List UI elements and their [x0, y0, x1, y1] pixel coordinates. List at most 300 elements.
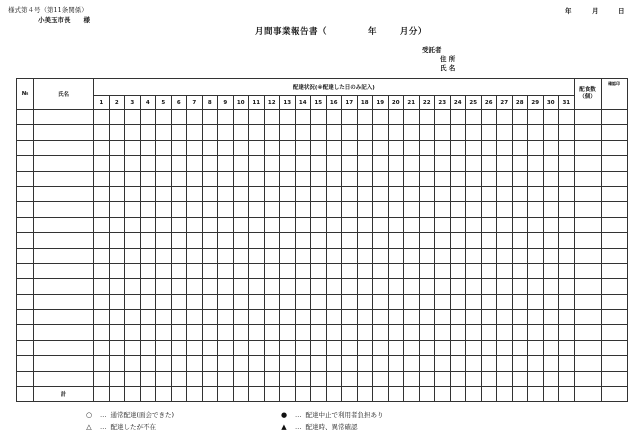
table-cell[interactable]	[435, 140, 451, 155]
table-cell[interactable]	[435, 310, 451, 325]
table-cell[interactable]	[202, 263, 218, 278]
table-cell[interactable]	[466, 125, 482, 140]
table-cell[interactable]	[34, 156, 94, 171]
table-cell[interactable]	[17, 325, 34, 340]
table-cell[interactable]	[218, 186, 234, 201]
table-cell[interactable]	[388, 140, 404, 155]
table-cell[interactable]	[404, 263, 420, 278]
table-cell[interactable]	[543, 310, 559, 325]
table-cell[interactable]	[528, 356, 544, 371]
table-cell[interactable]	[559, 325, 575, 340]
table-cell[interactable]	[17, 279, 34, 294]
table-cell[interactable]	[171, 186, 187, 201]
table-cell[interactable]	[435, 110, 451, 125]
table-cell[interactable]	[388, 356, 404, 371]
table-cell[interactable]	[17, 233, 34, 248]
table-cell[interactable]	[450, 263, 466, 278]
table-cell[interactable]	[187, 171, 203, 186]
table-cell[interactable]	[601, 156, 627, 171]
table-cell[interactable]	[202, 310, 218, 325]
table-cell[interactable]	[419, 202, 435, 217]
table-cell[interactable]	[295, 202, 311, 217]
table-cell[interactable]	[280, 356, 296, 371]
table-cell[interactable]	[140, 140, 156, 155]
table-cell[interactable]	[280, 110, 296, 125]
table-cell[interactable]	[264, 202, 280, 217]
table-cell[interactable]	[264, 325, 280, 340]
table-cell[interactable]	[171, 294, 187, 309]
total-cell[interactable]	[94, 387, 110, 402]
total-cell[interactable]	[125, 387, 141, 402]
table-cell[interactable]	[559, 310, 575, 325]
table-cell[interactable]	[249, 325, 265, 340]
table-cell[interactable]	[450, 140, 466, 155]
table-cell[interactable]	[497, 156, 513, 171]
table-cell[interactable]	[543, 371, 559, 386]
table-cell[interactable]	[373, 279, 389, 294]
table-cell[interactable]	[466, 340, 482, 355]
table-cell[interactable]	[404, 156, 420, 171]
table-cell[interactable]	[497, 356, 513, 371]
table-cell[interactable]	[481, 171, 497, 186]
table-cell[interactable]	[512, 294, 528, 309]
table-cell[interactable]	[357, 171, 373, 186]
table-cell[interactable]	[435, 125, 451, 140]
table-cell[interactable]	[249, 340, 265, 355]
table-cell[interactable]	[156, 310, 172, 325]
table-cell[interactable]	[559, 125, 575, 140]
table-cell[interactable]	[357, 371, 373, 386]
total-cell[interactable]	[249, 387, 265, 402]
table-cell[interactable]	[140, 125, 156, 140]
table-cell[interactable]	[171, 340, 187, 355]
table-cell[interactable]	[574, 217, 601, 232]
table-cell[interactable]	[450, 325, 466, 340]
table-cell[interactable]	[528, 110, 544, 125]
table-cell[interactable]	[512, 279, 528, 294]
table-cell[interactable]	[233, 340, 249, 355]
table-cell[interactable]	[156, 248, 172, 263]
table-cell[interactable]	[543, 233, 559, 248]
table-cell[interactable]	[171, 156, 187, 171]
table-cell[interactable]	[295, 217, 311, 232]
table-cell[interactable]	[373, 217, 389, 232]
table-cell[interactable]	[218, 110, 234, 125]
table-cell[interactable]	[311, 248, 327, 263]
table-cell[interactable]	[450, 125, 466, 140]
table-cell[interactable]	[497, 171, 513, 186]
table-cell[interactable]	[202, 248, 218, 263]
table-cell[interactable]	[171, 248, 187, 263]
table-cell[interactable]	[171, 217, 187, 232]
table-cell[interactable]	[17, 186, 34, 201]
total-cell[interactable]	[512, 387, 528, 402]
table-cell[interactable]	[357, 156, 373, 171]
table-cell[interactable]	[233, 356, 249, 371]
table-cell[interactable]	[171, 202, 187, 217]
table-cell[interactable]	[481, 279, 497, 294]
table-cell[interactable]	[450, 171, 466, 186]
table-cell[interactable]	[109, 356, 125, 371]
table-cell[interactable]	[109, 263, 125, 278]
table-cell[interactable]	[156, 110, 172, 125]
table-cell[interactable]	[574, 325, 601, 340]
table-cell[interactable]	[94, 356, 110, 371]
table-cell[interactable]	[187, 217, 203, 232]
table-cell[interactable]	[109, 325, 125, 340]
table-cell[interactable]	[466, 202, 482, 217]
table-cell[interactable]	[94, 140, 110, 155]
table-cell[interactable]	[218, 233, 234, 248]
table-cell[interactable]	[574, 156, 601, 171]
table-cell[interactable]	[249, 279, 265, 294]
table-cell[interactable]	[419, 263, 435, 278]
table-cell[interactable]	[249, 294, 265, 309]
table-cell[interactable]	[156, 171, 172, 186]
table-cell[interactable]	[264, 371, 280, 386]
table-cell[interactable]	[404, 294, 420, 309]
total-cell[interactable]	[109, 387, 125, 402]
table-cell[interactable]	[140, 248, 156, 263]
table-cell[interactable]	[311, 186, 327, 201]
table-cell[interactable]	[466, 171, 482, 186]
table-cell[interactable]	[249, 171, 265, 186]
table-cell[interactable]	[233, 156, 249, 171]
table-cell[interactable]	[404, 186, 420, 201]
table-cell[interactable]	[419, 248, 435, 263]
table-cell[interactable]	[559, 202, 575, 217]
table-cell[interactable]	[326, 371, 342, 386]
total-cell[interactable]	[373, 387, 389, 402]
table-cell[interactable]	[388, 125, 404, 140]
table-cell[interactable]	[419, 140, 435, 155]
table-cell[interactable]	[357, 140, 373, 155]
table-cell[interactable]	[280, 156, 296, 171]
total-cell[interactable]	[450, 387, 466, 402]
table-cell[interactable]	[34, 310, 94, 325]
table-cell[interactable]	[125, 325, 141, 340]
table-cell[interactable]	[574, 371, 601, 386]
table-cell[interactable]	[140, 294, 156, 309]
table-cell[interactable]	[34, 171, 94, 186]
table-cell[interactable]	[218, 356, 234, 371]
table-cell[interactable]	[187, 202, 203, 217]
table-cell[interactable]	[404, 140, 420, 155]
table-cell[interactable]	[497, 110, 513, 125]
table-cell[interactable]	[218, 294, 234, 309]
table-cell[interactable]	[601, 171, 627, 186]
table-cell[interactable]	[94, 110, 110, 125]
table-cell[interactable]	[404, 325, 420, 340]
table-cell[interactable]	[497, 125, 513, 140]
total-cell[interactable]	[559, 387, 575, 402]
table-cell[interactable]	[497, 279, 513, 294]
table-cell[interactable]	[171, 325, 187, 340]
table-cell[interactable]	[528, 279, 544, 294]
table-cell[interactable]	[481, 125, 497, 140]
table-cell[interactable]	[528, 294, 544, 309]
table-cell[interactable]	[574, 125, 601, 140]
table-cell[interactable]	[466, 310, 482, 325]
table-cell[interactable]	[218, 156, 234, 171]
table-cell[interactable]	[357, 325, 373, 340]
table-cell[interactable]	[601, 279, 627, 294]
table-cell[interactable]	[249, 217, 265, 232]
table-cell[interactable]	[326, 233, 342, 248]
table-cell[interactable]	[295, 110, 311, 125]
table-cell[interactable]	[233, 171, 249, 186]
table-cell[interactable]	[357, 279, 373, 294]
table-cell[interactable]	[601, 310, 627, 325]
table-cell[interactable]	[249, 186, 265, 201]
table-cell[interactable]	[574, 356, 601, 371]
table-cell[interactable]	[435, 248, 451, 263]
table-cell[interactable]	[233, 248, 249, 263]
table-cell[interactable]	[497, 202, 513, 217]
table-cell[interactable]	[280, 371, 296, 386]
table-cell[interactable]	[94, 371, 110, 386]
table-cell[interactable]	[140, 171, 156, 186]
table-cell[interactable]	[187, 263, 203, 278]
table-cell[interactable]	[373, 263, 389, 278]
table-cell[interactable]	[34, 202, 94, 217]
total-cell[interactable]	[187, 387, 203, 402]
table-cell[interactable]	[388, 202, 404, 217]
table-cell[interactable]	[125, 140, 141, 155]
table-cell[interactable]	[218, 248, 234, 263]
table-cell[interactable]	[17, 110, 34, 125]
table-cell[interactable]	[202, 217, 218, 232]
table-cell[interactable]	[404, 340, 420, 355]
table-cell[interactable]	[156, 294, 172, 309]
table-cell[interactable]	[17, 310, 34, 325]
table-cell[interactable]	[264, 310, 280, 325]
table-cell[interactable]	[264, 110, 280, 125]
table-cell[interactable]	[125, 356, 141, 371]
total-cell[interactable]	[543, 387, 559, 402]
table-cell[interactable]	[233, 294, 249, 309]
table-cell[interactable]	[326, 186, 342, 201]
table-cell[interactable]	[404, 310, 420, 325]
table-cell[interactable]	[528, 325, 544, 340]
table-cell[interactable]	[171, 110, 187, 125]
table-cell[interactable]	[326, 202, 342, 217]
table-cell[interactable]	[17, 248, 34, 263]
table-cell[interactable]	[202, 156, 218, 171]
table-cell[interactable]	[156, 202, 172, 217]
table-cell[interactable]	[528, 140, 544, 155]
table-cell[interactable]	[528, 171, 544, 186]
table-cell[interactable]	[233, 233, 249, 248]
table-cell[interactable]	[109, 186, 125, 201]
table-cell[interactable]	[543, 186, 559, 201]
table-cell[interactable]	[34, 356, 94, 371]
table-cell[interactable]	[171, 371, 187, 386]
table-cell[interactable]	[601, 340, 627, 355]
table-cell[interactable]	[466, 217, 482, 232]
table-cell[interactable]	[295, 248, 311, 263]
table-cell[interactable]	[202, 294, 218, 309]
table-cell[interactable]	[543, 325, 559, 340]
table-cell[interactable]	[326, 248, 342, 263]
table-cell[interactable]	[450, 279, 466, 294]
table-cell[interactable]	[481, 356, 497, 371]
table-cell[interactable]	[34, 325, 94, 340]
table-cell[interactable]	[249, 140, 265, 155]
table-cell[interactable]	[559, 356, 575, 371]
table-cell[interactable]	[140, 186, 156, 201]
table-cell[interactable]	[450, 340, 466, 355]
table-cell[interactable]	[357, 340, 373, 355]
table-cell[interactable]	[218, 202, 234, 217]
table-cell[interactable]	[512, 356, 528, 371]
table-cell[interactable]	[450, 294, 466, 309]
table-cell[interactable]	[295, 325, 311, 340]
table-cell[interactable]	[171, 140, 187, 155]
table-cell[interactable]	[373, 294, 389, 309]
table-cell[interactable]	[202, 110, 218, 125]
table-cell[interactable]	[280, 202, 296, 217]
table-cell[interactable]	[187, 340, 203, 355]
table-cell[interactable]	[94, 156, 110, 171]
table-cell[interactable]	[156, 279, 172, 294]
table-cell[interactable]	[311, 263, 327, 278]
table-cell[interactable]	[187, 371, 203, 386]
table-cell[interactable]	[202, 279, 218, 294]
table-cell[interactable]	[17, 140, 34, 155]
table-cell[interactable]	[125, 310, 141, 325]
table-cell[interactable]	[357, 186, 373, 201]
total-cell[interactable]	[17, 387, 34, 402]
table-cell[interactable]	[140, 371, 156, 386]
table-cell[interactable]	[280, 263, 296, 278]
table-cell[interactable]	[34, 140, 94, 155]
table-cell[interactable]	[326, 310, 342, 325]
table-cell[interactable]	[559, 233, 575, 248]
total-cell[interactable]	[264, 387, 280, 402]
table-cell[interactable]	[450, 356, 466, 371]
table-cell[interactable]	[264, 279, 280, 294]
table-cell[interactable]	[435, 233, 451, 248]
table-cell[interactable]	[559, 186, 575, 201]
table-cell[interactable]	[388, 171, 404, 186]
table-cell[interactable]	[450, 371, 466, 386]
table-cell[interactable]	[187, 110, 203, 125]
table-cell[interactable]	[512, 325, 528, 340]
table-cell[interactable]	[497, 310, 513, 325]
table-cell[interactable]	[373, 340, 389, 355]
table-cell[interactable]	[109, 371, 125, 386]
table-cell[interactable]	[311, 371, 327, 386]
table-cell[interactable]	[17, 294, 34, 309]
table-cell[interactable]	[450, 110, 466, 125]
table-cell[interactable]	[574, 263, 601, 278]
table-cell[interactable]	[280, 140, 296, 155]
table-cell[interactable]	[218, 171, 234, 186]
table-cell[interactable]	[435, 202, 451, 217]
table-cell[interactable]	[450, 217, 466, 232]
table-cell[interactable]	[264, 248, 280, 263]
table-cell[interactable]	[311, 310, 327, 325]
table-cell[interactable]	[156, 156, 172, 171]
table-cell[interactable]	[528, 186, 544, 201]
table-cell[interactable]	[249, 356, 265, 371]
table-cell[interactable]	[342, 217, 358, 232]
table-cell[interactable]	[543, 294, 559, 309]
table-cell[interactable]	[512, 186, 528, 201]
table-cell[interactable]	[481, 310, 497, 325]
table-cell[interactable]	[326, 263, 342, 278]
table-cell[interactable]	[357, 356, 373, 371]
table-cell[interactable]	[574, 186, 601, 201]
table-cell[interactable]	[17, 125, 34, 140]
table-cell[interactable]	[559, 294, 575, 309]
table-cell[interactable]	[280, 279, 296, 294]
table-cell[interactable]	[466, 371, 482, 386]
table-cell[interactable]	[404, 233, 420, 248]
table-cell[interactable]	[481, 371, 497, 386]
table-cell[interactable]	[311, 125, 327, 140]
table-cell[interactable]	[388, 371, 404, 386]
table-cell[interactable]	[264, 140, 280, 155]
table-cell[interactable]	[125, 217, 141, 232]
table-cell[interactable]	[497, 248, 513, 263]
total-cell[interactable]	[388, 387, 404, 402]
table-cell[interactable]	[419, 110, 435, 125]
table-cell[interactable]	[574, 294, 601, 309]
table-cell[interactable]	[574, 140, 601, 155]
table-cell[interactable]	[388, 310, 404, 325]
table-cell[interactable]	[156, 186, 172, 201]
table-cell[interactable]	[543, 279, 559, 294]
table-cell[interactable]	[574, 340, 601, 355]
table-cell[interactable]	[311, 171, 327, 186]
table-cell[interactable]	[17, 171, 34, 186]
table-cell[interactable]	[466, 140, 482, 155]
table-cell[interactable]	[280, 171, 296, 186]
total-cell[interactable]	[357, 387, 373, 402]
table-cell[interactable]	[497, 325, 513, 340]
table-cell[interactable]	[280, 217, 296, 232]
table-cell[interactable]	[125, 202, 141, 217]
table-cell[interactable]	[481, 325, 497, 340]
table-cell[interactable]	[481, 263, 497, 278]
table-cell[interactable]	[419, 279, 435, 294]
table-cell[interactable]	[388, 263, 404, 278]
table-cell[interactable]	[543, 263, 559, 278]
table-cell[interactable]	[311, 340, 327, 355]
table-cell[interactable]	[34, 110, 94, 125]
table-cell[interactable]	[140, 310, 156, 325]
table-cell[interactable]	[497, 217, 513, 232]
table-cell[interactable]	[125, 186, 141, 201]
table-cell[interactable]	[311, 325, 327, 340]
table-cell[interactable]	[528, 125, 544, 140]
table-cell[interactable]	[388, 340, 404, 355]
table-cell[interactable]	[295, 140, 311, 155]
table-cell[interactable]	[280, 310, 296, 325]
table-cell[interactable]	[326, 140, 342, 155]
table-cell[interactable]	[218, 279, 234, 294]
table-cell[interactable]	[94, 125, 110, 140]
table-cell[interactable]	[202, 325, 218, 340]
table-cell[interactable]	[264, 233, 280, 248]
table-cell[interactable]	[94, 310, 110, 325]
table-cell[interactable]	[109, 294, 125, 309]
table-cell[interactable]	[140, 263, 156, 278]
table-cell[interactable]	[171, 171, 187, 186]
table-cell[interactable]	[574, 171, 601, 186]
